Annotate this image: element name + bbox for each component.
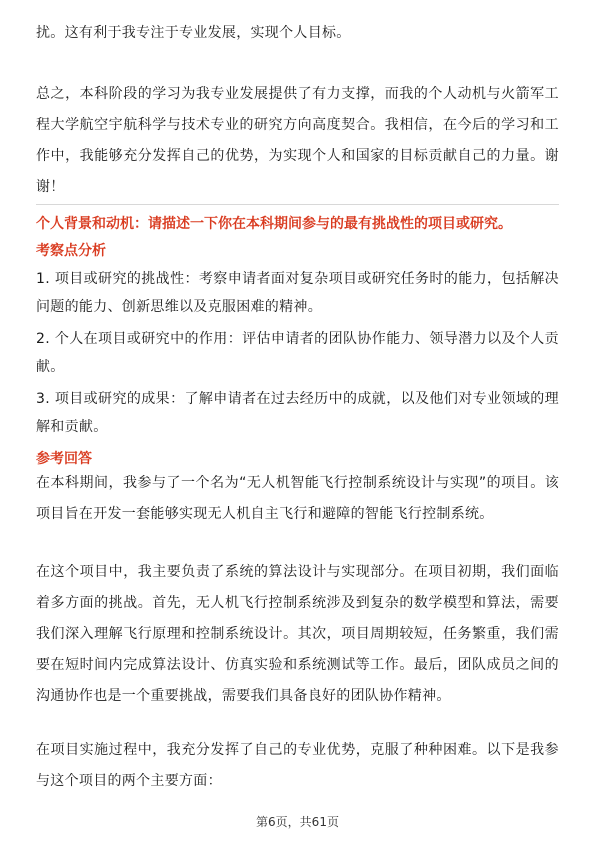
answer-paragraph: 在项目实施过程中，我充分发挥了自己的专业优势，克服了种种困难。以下是我参与这个项目的两个主要方面： <box>36 742 559 789</box>
analysis-list <box>36 265 559 445</box>
analysis-item: 1. 项目或研究的挑战性：考察申请者面对复杂项目或研究任务时的能力，包括解决问题的能力、创新思维以及克服困难的精神。 <box>36 271 559 315</box>
analysis-item: 3. 项目或研究的成果：了解申请者在过去经历中的成就，以及他们对专业领域的理解和贡献。 <box>36 391 559 435</box>
answer-heading: 参考回答 <box>36 451 92 467</box>
analysis-item: 2. 个人在项目或研究中的作用：评估申请者的团队协作能力、领导潜力以及个人贡献。 <box>36 331 559 375</box>
question-title: 个人背景和动机：请描述一下你在本科期间参与的最有挑战性的项目或研究。 <box>36 216 512 232</box>
section-divider <box>36 204 559 205</box>
page-number: 第6页，共61页 <box>256 815 339 829</box>
answer-paragraph: 在这个项目中，我主要负责了系统的算法设计与实现部分。在项目初期，我们面临着多方面的挑战。首先，无人机飞行控制系统涉及到复杂的数学模型和算法，需要我们深入理解飞行原理和控制系统设计。其次，项目周期较短，任务繁重，我们需要在短时间内完成算法设计、仿真实验和系统测试等工作。最后，团队成员之间的沟通协作也是一个重要挑战，需要我们具备良好的团队协作精神。 <box>36 564 559 704</box>
answer-paragraph: 在本科期间，我参与了一个名为“无人机智能飞行控制系统设计与实现”的项目。该项目旨在开发一套能够实现无人机自主飞行和避障的智能飞行控制系统。 <box>36 475 559 522</box>
analysis-heading: 考察点分析 <box>36 243 106 259</box>
body-paragraph: 扰。这有利于我专注于专业发展，实现个人目标。 <box>36 25 351 41</box>
body-paragraph: 总之，本科阶段的学习为我专业发展提供了有力支撑，而我的个人动机与火箭军工程大学航空宇航科学与技术专业的研究方向高度契合。我相信，在今后的学习和工作中，我能够充分发挥自己的优势，为实现个人和国家的目标贡献自己的力量。谢谢！ <box>36 86 559 195</box>
